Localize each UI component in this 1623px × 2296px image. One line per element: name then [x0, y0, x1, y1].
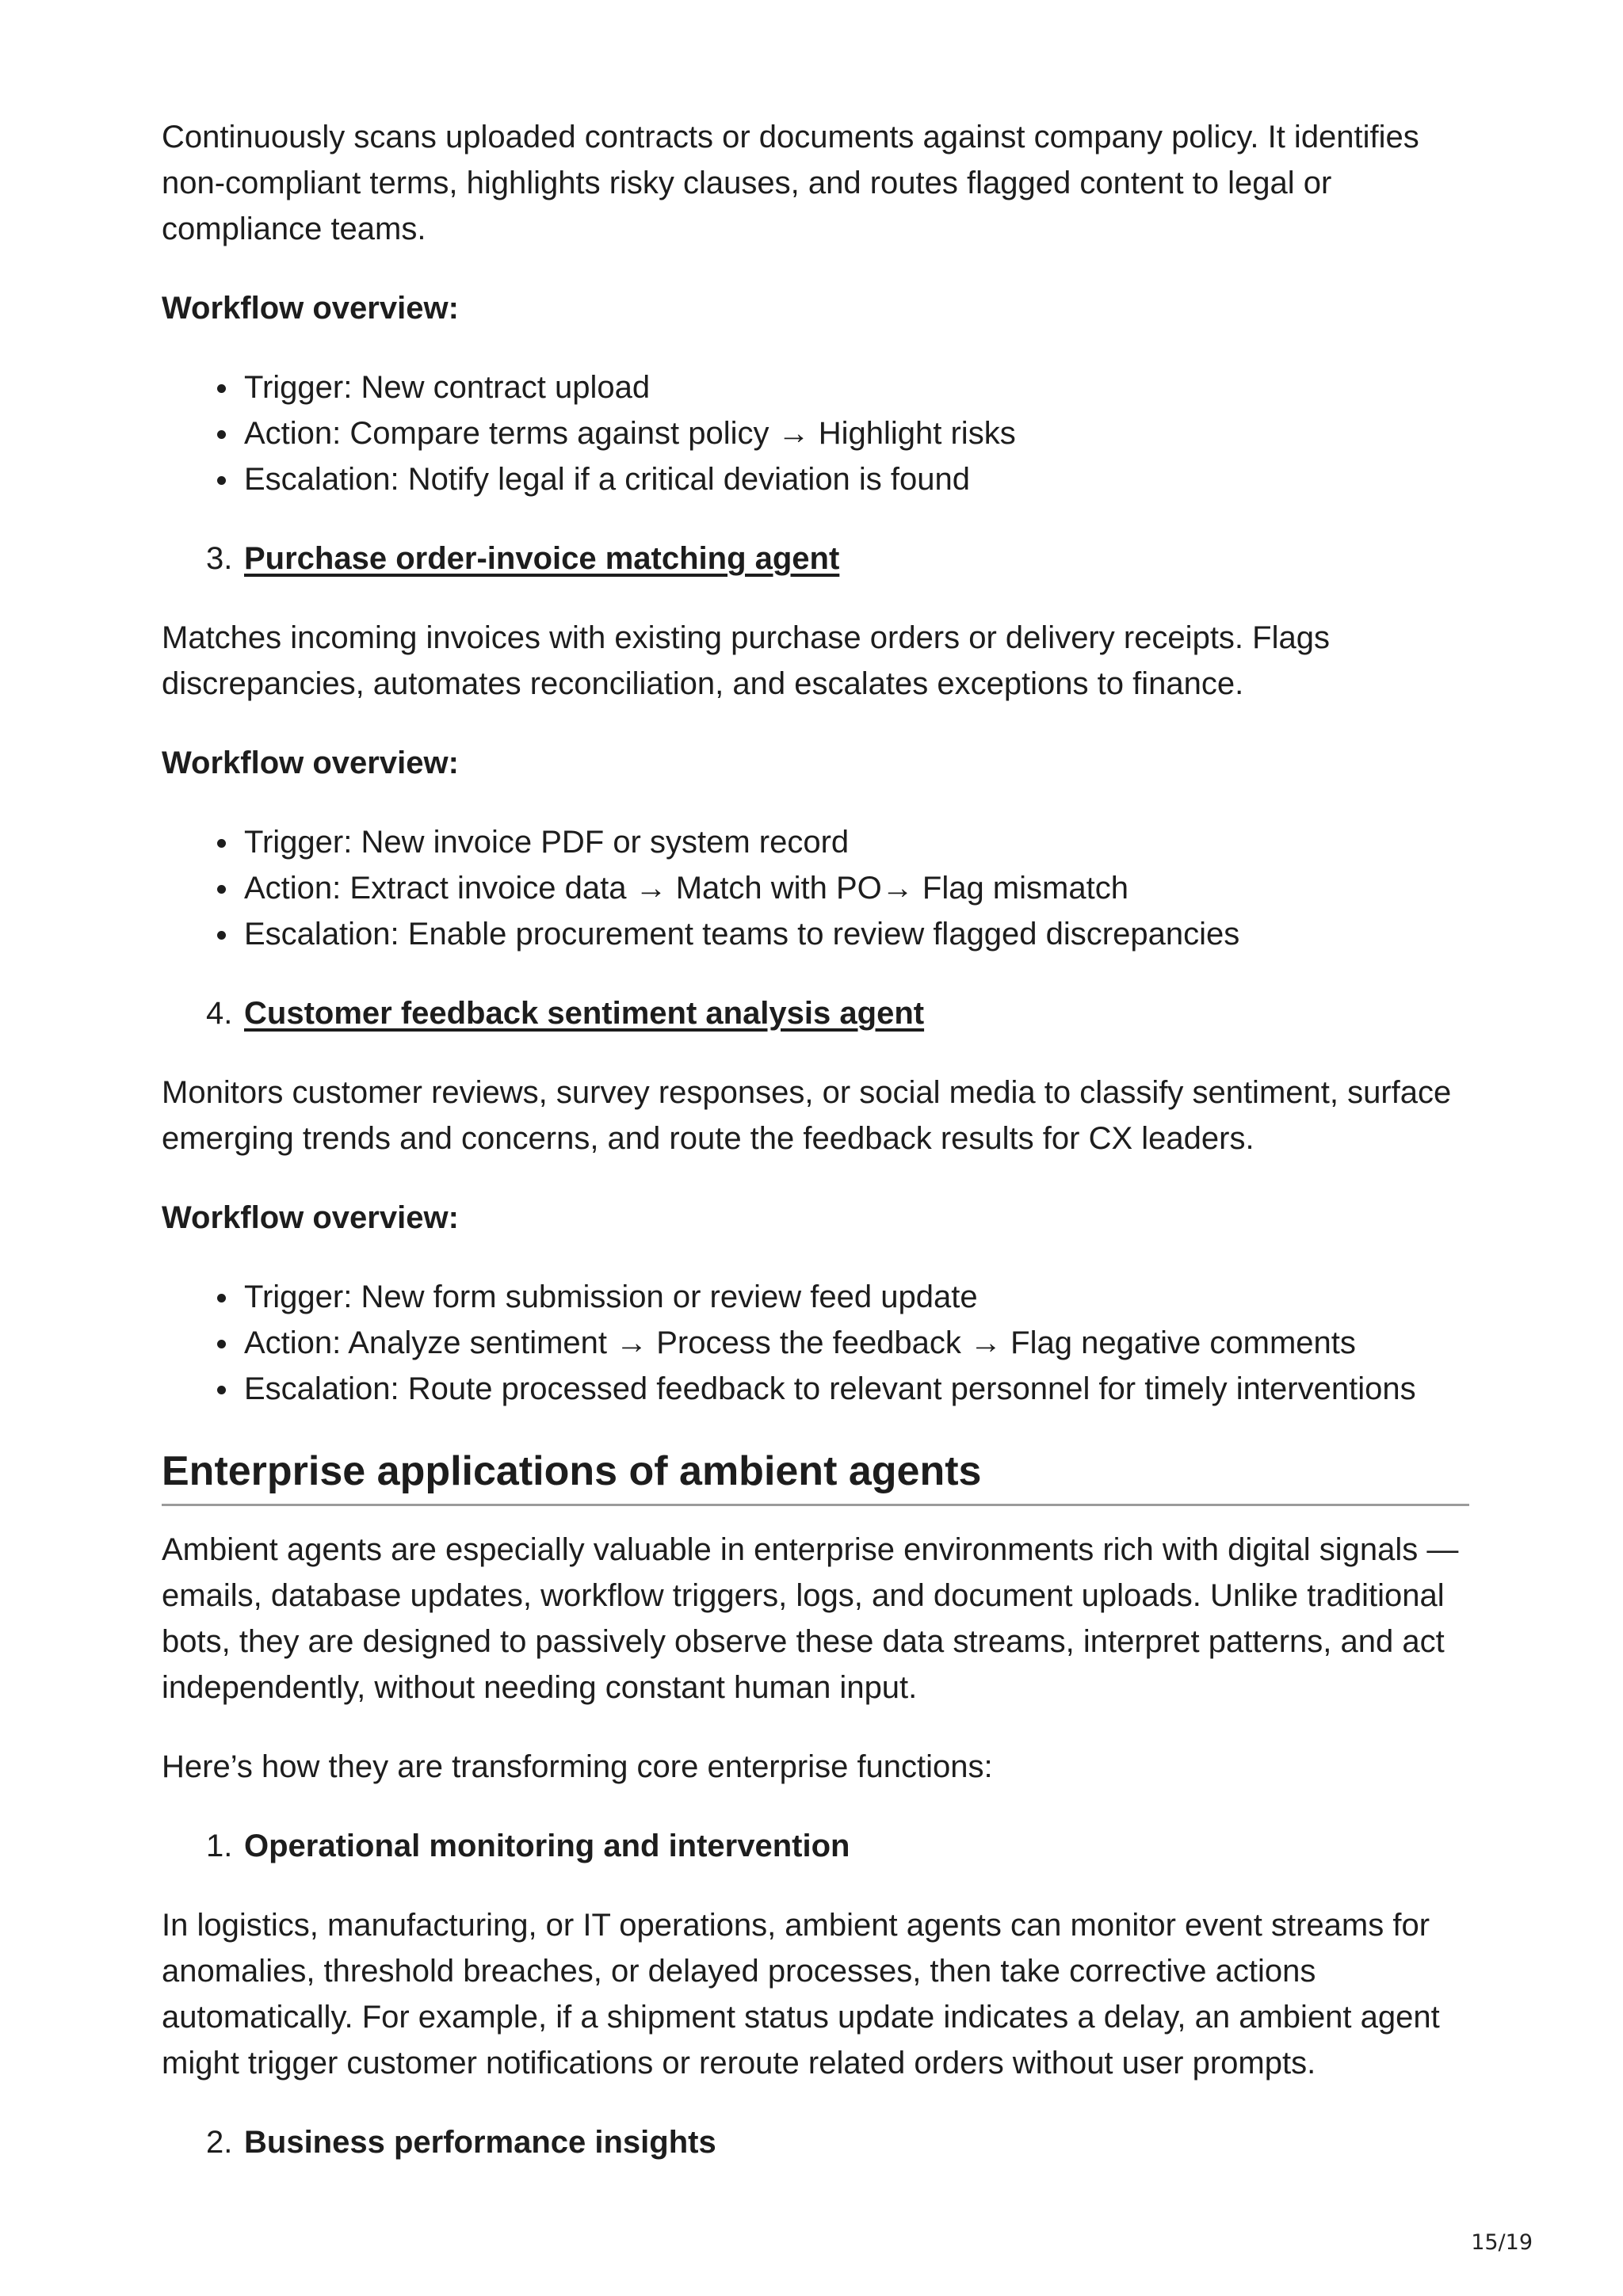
agent-3-heading	[162, 536, 1469, 582]
list-item: Escalation: Route processed feedback to relevant personnel for timely interventions	[244, 1366, 1469, 1412]
list-number: 3.	[206, 541, 233, 576]
enterprise-item-1-heading	[162, 1823, 1469, 1869]
list-item: Escalation: Notify legal if a critical deviation is found	[244, 456, 1469, 502]
agent-4-title-link[interactable]: Customer feedback sentiment analysis agent	[244, 996, 925, 1031]
agent-4-description: Monitors customer reviews, survey responses, or social media to classify sentiment, surface emerging trends and concerns, and route the feedback results for CX leaders.	[162, 1075, 1452, 1156]
list-item: Trigger: New contract upload	[244, 364, 1469, 410]
enterprise-intro-paragraph: Ambient agents are especially valuable in enterprise environments rich with digital signals —emails, database updates, workflow triggers, logs, and document uploads. Unlike traditional bots, they are designed to passively observe these data streams, interpret patterns, and act independently, without needing constant human input.	[162, 1532, 1459, 1705]
workflow-overview-label: Workflow overview:	[162, 746, 459, 780]
list-number: 2.	[206, 2125, 233, 2160]
section-intro-paragraph: Continuously scans uploaded contracts or documents against company policy. It identifies non-compliant terms, highlights risky clauses, and routes flagged content to legal or compliance teams.	[162, 120, 1419, 246]
enterprise-lead-paragraph: Here’s how they are transforming core enterprise functions:	[162, 1749, 993, 1784]
agent-3-description: Matches incoming invoices with existing purchase orders or delivery receipts. Flags discrepancies, automates reconciliation, and escalates exceptions to finance.	[162, 620, 1330, 701]
list-item: Action: Compare terms against policy → Highlight risks	[244, 410, 1469, 456]
enterprise-item-1-description: In logistics, manufacturing, or IT operations, ambient agents can monitor event streams for anomalies, threshold breaches, or delayed processes, then take corrective actions automatically. For example, if a shipment status update indicates a delay, an ambient agent might trigger customer notifications or reroute related orders without user prompts.	[162, 1908, 1440, 2081]
list-number: 1.	[206, 1829, 233, 1863]
enterprise-item-2-title: Business performance insights	[244, 2125, 716, 2160]
agent-3-title-link[interactable]: Purchase order-invoice matching agent	[244, 541, 840, 576]
list-number: 4.	[206, 996, 233, 1031]
list-item: Trigger: New form submission or review feed update	[244, 1274, 1469, 1320]
workflow-list	[162, 1274, 1469, 1412]
workflow-overview-label: Workflow overview:	[162, 1200, 459, 1235]
list-item: Trigger: New invoice PDF or system record	[244, 819, 1469, 865]
workflow-overview-label: Workflow overview:	[162, 291, 459, 326]
enterprise-item-1-title: Operational monitoring and intervention	[244, 1829, 850, 1863]
document-body	[162, 114, 1469, 2199]
list-item: Action: Extract invoice data → Match with PO→ Flag mismatch	[244, 865, 1469, 911]
enterprise-section-heading: Enterprise applications of ambient agents	[162, 1445, 1469, 1506]
list-item: Action: Analyze sentiment → Process the feedback → Flag negative comments	[244, 1320, 1469, 1366]
page-number: 15/19	[1471, 2230, 1533, 2255]
workflow-list	[162, 364, 1469, 502]
agent-4-heading	[162, 990, 1469, 1036]
workflow-list	[162, 819, 1469, 957]
enterprise-item-2-heading	[162, 2119, 1469, 2165]
list-item: Escalation: Enable procurement teams to review flagged discrepancies	[244, 911, 1469, 957]
